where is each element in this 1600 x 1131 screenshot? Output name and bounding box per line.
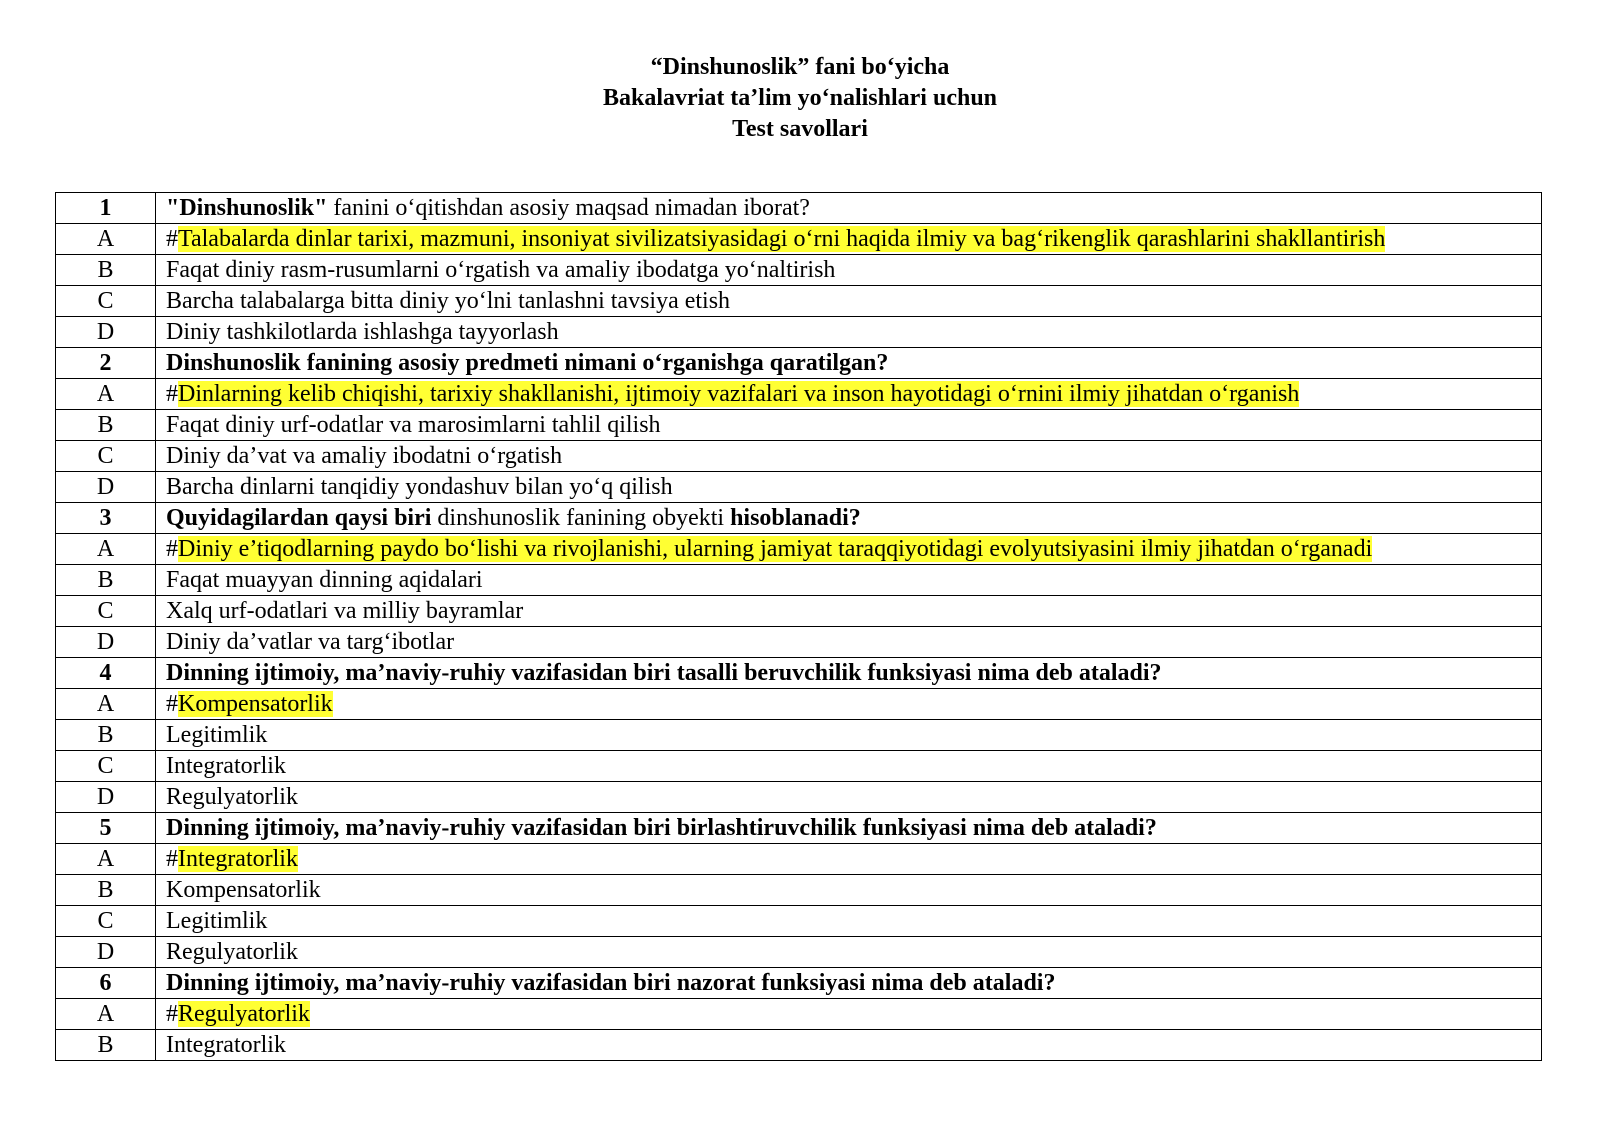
- option-text: [156, 999, 1542, 1030]
- document-subtitle: Bakalavriat ta’lim yo‘nalishlari uchun: [602, 85, 998, 111]
- option-letter: A: [56, 844, 156, 875]
- correct-answer-mark: #: [166, 536, 178, 562]
- option-letter: B: [56, 410, 156, 441]
- question-row: [56, 813, 1542, 844]
- option-letter: B: [56, 875, 156, 906]
- option-text: Legitimlik: [156, 720, 1542, 751]
- option-letter: A: [56, 224, 156, 255]
- option-row: [56, 565, 1542, 596]
- option-letter: B: [56, 255, 156, 286]
- option-text: Integratorlik: [156, 751, 1542, 782]
- option-row: [56, 286, 1542, 317]
- correct-answer-highlight: Dinlarning kelib chiqishi, tarixiy shakllanishi, ijtimoiy vazifalari va inson hayotidagi o‘rnini ilmiy jihatdan o‘rganish: [178, 381, 1300, 407]
- option-text: Faqat diniy rasm-rusumlarni o‘rgatish va amaliy ibodatga yo‘naltirish: [156, 255, 1542, 286]
- option-text: Regulyatorlik: [156, 937, 1542, 968]
- option-row: [56, 999, 1542, 1030]
- correct-answer-mark: #: [166, 846, 178, 872]
- option-text: Integratorlik: [156, 1030, 1542, 1061]
- correct-answer-mark: #: [166, 691, 178, 717]
- option-text: Diniy da’vat va amaliy ibodatni o‘rgatish: [156, 441, 1542, 472]
- option-text: Barcha dinlarni tanqidiy yondashuv bilan yo‘q qilish: [156, 472, 1542, 503]
- question-text-part3: hisoblanadi?: [730, 505, 861, 531]
- option-letter: B: [56, 565, 156, 596]
- correct-answer-mark: #: [166, 1001, 178, 1027]
- option-letter: A: [56, 379, 156, 410]
- option-row: [56, 224, 1542, 255]
- question-text: Dinning ijtimoiy, ma’naviy-ruhiy vazifasidan biri tasalli beruvchilik funksiyasi nima deb ataladi?: [156, 658, 1542, 689]
- question-text: [156, 193, 1542, 224]
- question-text: [156, 503, 1542, 534]
- option-row: [56, 534, 1542, 565]
- questions-table: [55, 192, 1542, 1061]
- option-row: [56, 720, 1542, 751]
- question-number: 3: [56, 503, 156, 534]
- option-text: Diniy tashkilotlarda ishlashga tayyorlash: [156, 317, 1542, 348]
- option-letter: C: [56, 906, 156, 937]
- option-letter: C: [56, 441, 156, 472]
- option-row: [56, 472, 1542, 503]
- option-letter: C: [56, 751, 156, 782]
- option-text: Xalq urf-odatlari va milliy bayramlar: [156, 596, 1542, 627]
- question-number: 4: [56, 658, 156, 689]
- question-text: Dinshunoslik fanining asosiy predmeti nimani o‘rganishga qaratilgan?: [156, 348, 1542, 379]
- option-letter: C: [56, 596, 156, 627]
- document-heading: Test savollari: [732, 116, 868, 142]
- option-text: [156, 534, 1542, 565]
- option-letter: D: [56, 937, 156, 968]
- option-row: [56, 782, 1542, 813]
- option-letter: B: [56, 720, 156, 751]
- option-letter: D: [56, 627, 156, 658]
- option-text: [156, 224, 1542, 255]
- option-row: [56, 875, 1542, 906]
- option-letter: A: [56, 534, 156, 565]
- question-number: 2: [56, 348, 156, 379]
- option-letter: B: [56, 1030, 156, 1061]
- question-text-part1: Quyidagilardan qaysi biri: [166, 505, 432, 531]
- option-row: [56, 255, 1542, 286]
- question-row: [56, 348, 1542, 379]
- option-text: [156, 379, 1542, 410]
- question-number: 5: [56, 813, 156, 844]
- question-text-rest: fanini o‘qitishdan asosiy maqsad nimadan iborat?: [327, 195, 810, 221]
- question-text: Dinning ijtimoiy, ma’naviy-ruhiy vazifasidan biri nazorat funksiyasi nima deb ataladi?: [156, 968, 1542, 999]
- option-text: [156, 689, 1542, 720]
- correct-answer-highlight: Diniy e’tiqodlarning paydo bo‘lishi va rivojlanishi, ularning jamiyat taraqqiyotidagi evolyutsiyasini ilmiy jihatdan o‘rganadi: [178, 536, 1373, 562]
- question-text: Dinning ijtimoiy, ma’naviy-ruhiy vazifasidan biri birlashtiruvchilik funksiyasi nima deb ataladi?: [156, 813, 1542, 844]
- option-row: [56, 751, 1542, 782]
- option-row: [56, 410, 1542, 441]
- option-letter: A: [56, 689, 156, 720]
- question-number: 1: [56, 193, 156, 224]
- question-text-bold: "Dinshunoslik": [166, 195, 328, 221]
- option-text: [156, 844, 1542, 875]
- question-row: [56, 968, 1542, 999]
- option-text: Faqat muayyan dinning aqidalari: [156, 565, 1542, 596]
- option-row: [56, 844, 1542, 875]
- option-text: Legitimlik: [156, 906, 1542, 937]
- option-row: [56, 441, 1542, 472]
- option-row: [56, 1030, 1542, 1061]
- option-row: [56, 627, 1542, 658]
- option-row: [56, 906, 1542, 937]
- option-row: [56, 937, 1542, 968]
- question-text-part2: dinshunoslik fanining obyekti: [431, 505, 731, 531]
- option-text: Faqat diniy urf-odatlar va marosimlarni tahlil qilish: [156, 410, 1542, 441]
- option-text: Diniy da’vatlar va targ‘ibotlar: [156, 627, 1542, 658]
- option-text: Regulyatorlik: [156, 782, 1542, 813]
- document-title: “Dinshunoslik” fani bo‘yicha: [650, 54, 950, 80]
- option-text: Barcha talabalarga bitta diniy yo‘lni tanlashni tavsiya etish: [156, 286, 1542, 317]
- option-row: [56, 317, 1542, 348]
- option-row: [56, 596, 1542, 627]
- option-text: Kompensatorlik: [156, 875, 1542, 906]
- option-letter: C: [56, 286, 156, 317]
- document-header: [0, 52, 1600, 145]
- correct-answer-mark: #: [166, 381, 178, 407]
- question-number: 6: [56, 968, 156, 999]
- option-letter: D: [56, 472, 156, 503]
- option-letter: D: [56, 782, 156, 813]
- correct-answer-mark: #: [166, 226, 178, 252]
- correct-answer-highlight: Regulyatorlik: [178, 1001, 310, 1027]
- option-letter: A: [56, 999, 156, 1030]
- correct-answer-highlight: Talabalarda dinlar tarixi, mazmuni, insoniyat sivilizatsiyasidagi o‘rni haqida ilmiy va bag‘rikenglik qarashlarini shakllantirish: [178, 226, 1386, 252]
- question-row: [56, 503, 1542, 534]
- correct-answer-highlight: Kompensatorlik: [178, 691, 333, 717]
- option-row: [56, 689, 1542, 720]
- question-row: [56, 193, 1542, 224]
- correct-answer-highlight: Integratorlik: [178, 846, 298, 872]
- question-row: [56, 658, 1542, 689]
- option-row: [56, 379, 1542, 410]
- option-letter: D: [56, 317, 156, 348]
